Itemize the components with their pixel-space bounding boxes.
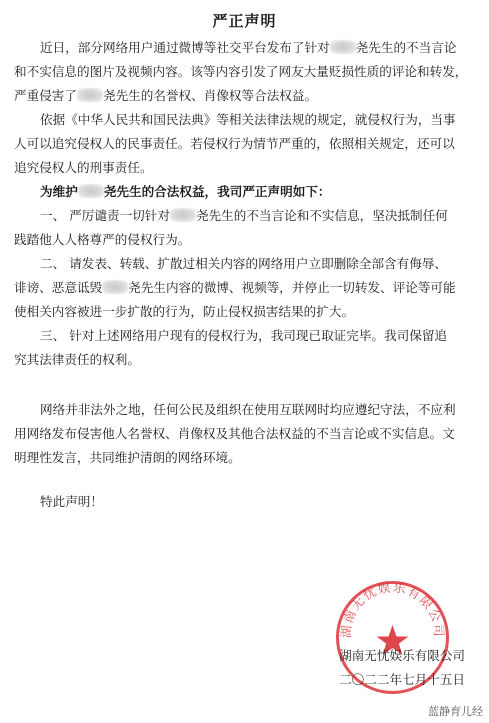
text-line: 和不实信息的图片及视频内容。该等内容引发了网友大量贬损性质的评论和转发， bbox=[14, 64, 468, 79]
redaction-blur bbox=[77, 88, 103, 102]
text-line: 追究侵权人的刑事责任。 bbox=[14, 160, 153, 175]
text-line: 网络并非法外之地，任何公民及组织在使用互联网时均应遵纪守法，不应利 bbox=[40, 402, 456, 417]
redaction-blur bbox=[170, 208, 196, 222]
redaction-blur bbox=[102, 280, 128, 294]
text-line: 近日，部分网络用户通过微博等社交平台发布了针对 尧先生的不当言论 bbox=[40, 40, 457, 55]
text-line: 践踏他人人格尊严的侵权行为。 bbox=[14, 232, 191, 247]
text-line: 二、 请发表、转载、扩散过相关内容的网络用户立即删除全部含有侮辱、 bbox=[40, 256, 448, 271]
paragraph-declaration-heading bbox=[0, 180, 489, 204]
text-line: 人可以追究侵权人的民事责任。若侵权行为情节严重的，依照相关规定，还可以 bbox=[14, 136, 455, 151]
declaration-item-1 bbox=[0, 204, 489, 252]
paragraph-intro bbox=[0, 36, 489, 108]
source-watermark: 蓝静育儿经 bbox=[428, 705, 483, 718]
text-line: 依据《中华人民共和国民法典》等相关法律法规的规定，就侵权行为，当事 bbox=[40, 112, 456, 127]
text-line: 诽谤、恶意诋毁 尧先生内容的微博、视频等，并停止一切转发、评论等可能 bbox=[14, 280, 456, 295]
declaration-item-2 bbox=[0, 252, 489, 324]
text-line: 明理性发言，共同维护清朗的网络环境。 bbox=[14, 450, 241, 465]
signature-date: 二〇二二年七月十五日 bbox=[339, 672, 465, 687]
redaction-blur bbox=[78, 184, 104, 198]
text-line: 严重侵害了 尧先生的名誉权、肖像权等合法权益。 bbox=[14, 88, 318, 103]
redaction-blur bbox=[330, 40, 356, 54]
text-line: 一、 严厉谴责一切针对 尧先生的不当言论和不实信息，坚决抵制任何 bbox=[40, 208, 448, 223]
text-line: 三、 针对上述网络用户现有的侵权行为，我司现已取证完毕。我司保留追 bbox=[40, 328, 448, 343]
text-line: 为维护 尧先生的合法权益，我司严正声明如下： bbox=[40, 184, 331, 199]
signature-company: 湖南无忧娱乐有限公司 bbox=[339, 648, 465, 663]
text-line: 使相关内容被进一步扩散的行为，防止侵权损害结果的扩大。 bbox=[14, 304, 355, 319]
seal-ring-text: 湖南无忧娱乐有限公司 bbox=[338, 579, 447, 639]
text-line: 用网络发布侵害他人名誉权、肖像权及其他合法权益的不当言论或不实信息。文 bbox=[14, 426, 455, 441]
paragraph-legal-basis bbox=[0, 108, 489, 180]
paragraph-conclusion bbox=[0, 398, 489, 470]
document-title: 严正声明 bbox=[212, 12, 277, 30]
text-line: 究其法律责任的权利。 bbox=[14, 352, 140, 367]
declaration-item-3 bbox=[0, 324, 489, 372]
closing-remark: 特此声明！ bbox=[40, 494, 103, 509]
